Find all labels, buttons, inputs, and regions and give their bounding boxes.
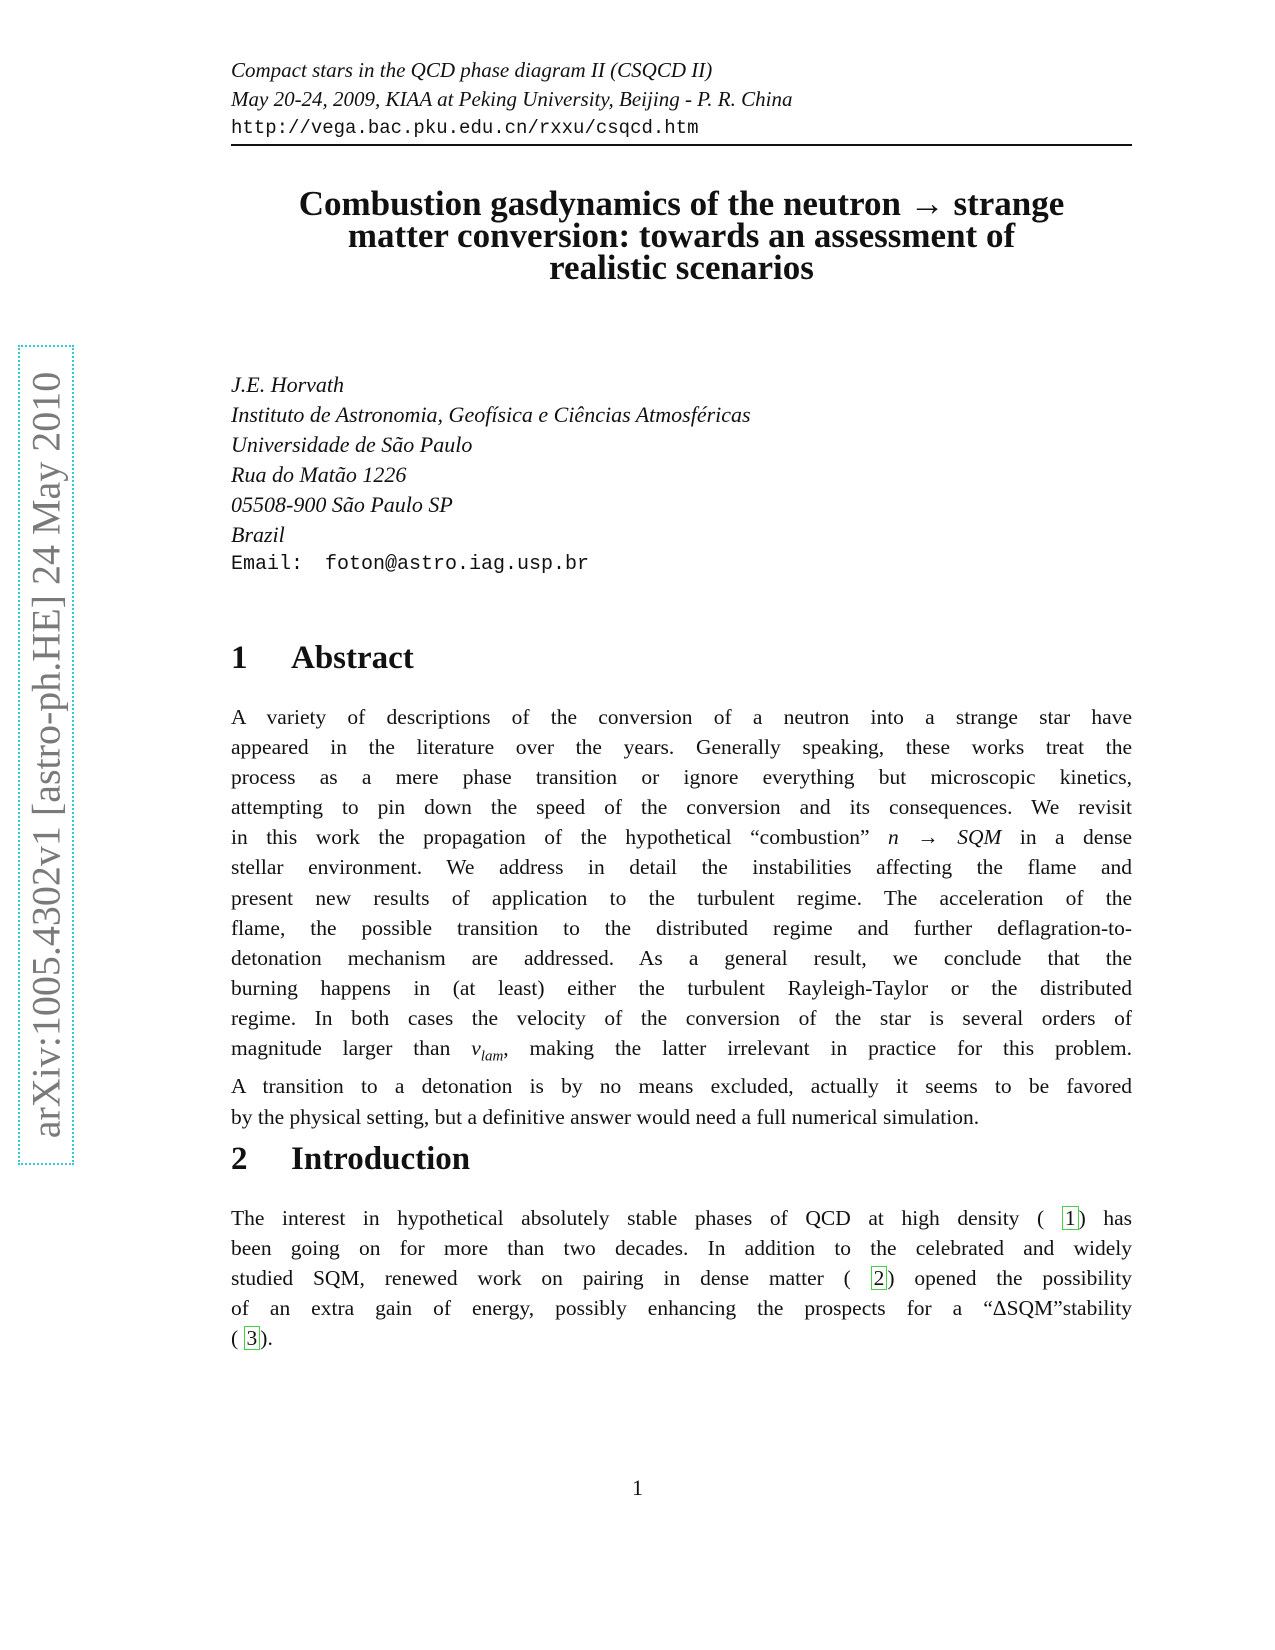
introduction-number: 2 <box>231 1141 248 1177</box>
abstract-line: process as a mere phase transition or ignore everything but microscopic kinetics, <box>231 765 1132 790</box>
email-label: Email: <box>231 553 304 576</box>
abstract-line: burning happens in (at least) either the turbulent Rayleigh-Taylor or the distributed <box>231 975 1132 1000</box>
conference-header <box>231 56 1132 143</box>
math-inline: n → SQM <box>888 825 1002 850</box>
introduction-line: of an extra gain of energy, possibly enhancing the prospects for a “ΔSQM”stability <box>231 1296 1132 1321</box>
author-email-line <box>231 550 1132 580</box>
abstract-line: stellar environment. We address in detail the instabilities affecting the flame and <box>231 855 1132 880</box>
abstract-text-fragment: magnitude larger than <box>231 1036 451 1061</box>
intro-text-fragment: ) opened the possibility <box>887 1266 1133 1291</box>
intro-text-fragment: ). <box>260 1326 273 1351</box>
abstract-line: present new results of application to the turbulent regime. The acceleration of the <box>231 885 1132 910</box>
abstract-line: attempting to pin down the speed of the conversion and its consequences. We revisit <box>231 795 1132 820</box>
email-address[interactable]: foton@astro.iag.usp.br <box>325 553 590 576</box>
abstract-line: detonation mechanism are addressed. As a general result, we conclude that the <box>231 945 1132 970</box>
abstract-number: 1 <box>231 640 248 676</box>
abstract-line: A transition to a detonation is by no means excluded, actually it seems to be favored <box>231 1074 1132 1099</box>
header-rule <box>231 144 1132 146</box>
abstract-heading <box>231 640 1132 677</box>
author-university: Universidade de São Paulo <box>231 432 473 457</box>
conference-dates-venue: May 20-24, 2009, KIAA at Peking University, Beijing - P. R. China <box>231 87 793 111</box>
arxiv-id: arXiv:1005.4302v1 [astro-ph.HE] 24 May 2010 <box>23 371 69 1139</box>
intro-text-fragment: ) has <box>1078 1206 1133 1230</box>
citation-link[interactable]: 2 <box>871 1266 888 1290</box>
intro-text-fragment: studied SQM, renewed work on pairing in dense matter ( <box>231 1266 851 1291</box>
author-institute: Instituto de Astronomia, Geofísica e Ciências Atmosféricas <box>231 402 751 427</box>
abstract-line: regime. In both cases the velocity of the conversion of the star is several orders of <box>231 1005 1132 1030</box>
abstract-line: by the physical setting, but a definitive answer would need a full numerical simulation. <box>231 1104 980 1129</box>
math-subscript: lam <box>480 1048 504 1065</box>
title-line-2: matter conversion: towards an assessment of <box>347 216 1016 255</box>
title-line-1: Combustion gasdynamics of the neutron → strange <box>298 184 1065 223</box>
author-name: J.E. Horvath <box>231 372 345 397</box>
abstract-text-fragment: , making the latter irrelevant in practice for this problem. <box>503 1036 1132 1061</box>
citation-link[interactable]: 3 <box>244 1326 261 1350</box>
citation-link[interactable]: 1 <box>1062 1206 1079 1230</box>
introduction-line <box>231 1323 1132 1353</box>
title-line-3: realistic scenarios <box>549 248 814 287</box>
abstract-line: flame, the possible transition to the distributed regime and further deflagration-to- <box>231 915 1132 940</box>
arxiv-stamp <box>18 345 74 1165</box>
conference-url[interactable]: http://vega.bac.pku.edu.cn/rxxu/csqcd.htm <box>231 117 699 139</box>
introduction-line <box>231 1203 1132 1233</box>
abstract-line: A variety of descriptions of the conversion of a neutron into a strange star have <box>231 705 1132 729</box>
page-number: 1 <box>632 1475 643 1500</box>
introduction-text <box>231 1203 1132 1353</box>
math-inline <box>471 1036 504 1065</box>
abstract-line <box>231 822 1132 852</box>
author-country: Brazil <box>231 522 285 547</box>
math-base: v <box>471 1036 481 1061</box>
abstract-text-fragment: in a dense <box>1019 825 1133 850</box>
introduction-title: Introduction <box>291 1141 471 1177</box>
introduction-heading <box>231 1141 1132 1178</box>
author-city: 05508-900 São Paulo SP <box>231 492 453 517</box>
paper-title <box>231 184 1132 287</box>
author-block <box>231 370 1132 580</box>
introduction-line: been going on for more than two decades. In addition to the celebrated and widely <box>231 1236 1132 1261</box>
author-street: Rua do Matão 1226 <box>231 462 407 487</box>
introduction-line <box>231 1263 1132 1293</box>
abstract-title: Abstract <box>291 640 414 676</box>
intro-text-fragment: ( <box>231 1326 239 1351</box>
abstract-line: appeared in the literature over the years. Generally speaking, these works treat the <box>231 735 1132 760</box>
intro-text-fragment: The interest in hypothetical absolutely stable phases of QCD at high density ( <box>231 1206 1045 1230</box>
abstract-text-fragment: in this work the propagation of the hypothetical “combustion” <box>231 825 870 850</box>
conference-name: Compact stars in the QCD phase diagram II (CSQCD II) <box>231 58 713 82</box>
abstract-line <box>231 1033 1132 1071</box>
abstract-text <box>231 702 1132 1132</box>
